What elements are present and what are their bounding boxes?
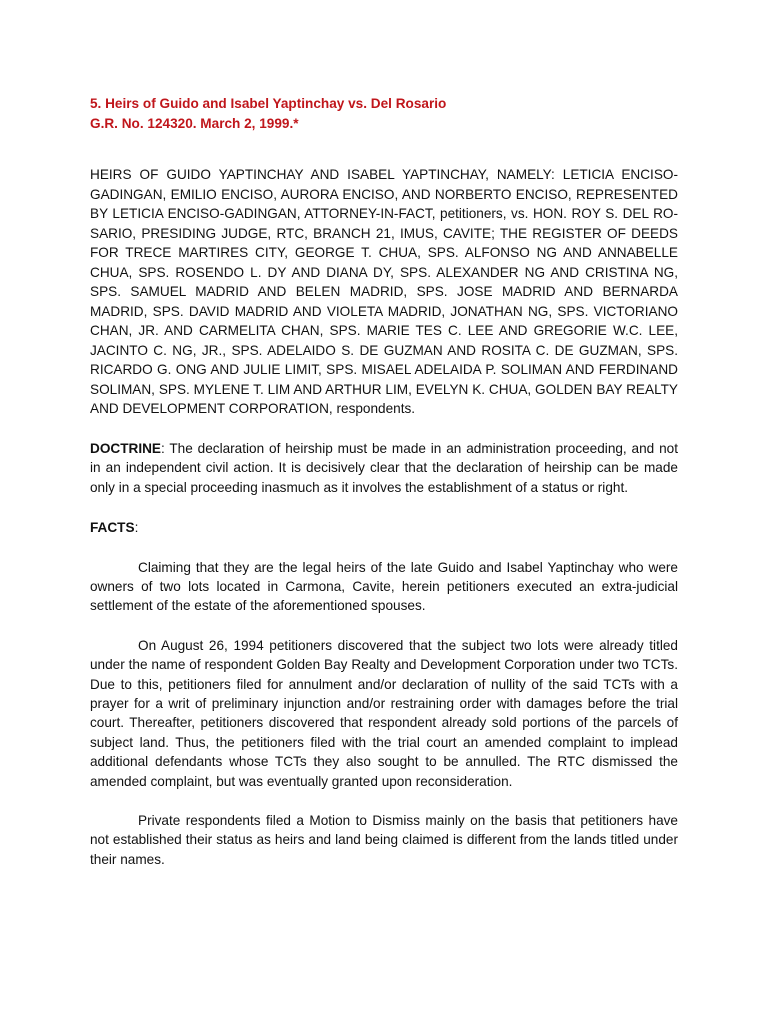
case-citation: G.R. No. 124320. March 2, 1999.* xyxy=(90,115,299,131)
doctrine-text: : The declaration of heirship must be made in an administration proceeding, and not in an independent civil action. It is decisively clear that the declaration of heirship can be made only in a special proceeding inasmuch as it involves the establishment of a status or right. xyxy=(90,440,678,495)
case-parties: HEIRS OF GUIDO YAPTINCHAY AND ISABEL YAPTINCHAY, NAMELY: LETICIA ENCISO-GADINGAN, EMILIO ENCISO, AURORA ENCISO, AND NORBERTO ENCISO, REPRESENTED BY LETICIA ENCISO-GADINGAN, ATTORNEY-IN-FACT, petitioners, vs. HON. ROY S. DEL RO-SARIO, PRESIDING JUDGE, RTC, BRANCH 21, IMUS, CAVITE; THE REGISTER OF DEEDS FOR TRECE MARTIRES CITY, GEORGE T. CHUA, SPS. ALFONSO NG AND ANNABELLE CHUA, SPS. ROSENDO L. DY AND DIANA DY, SPS. ALEXANDER NG AND CRISTINA NG, SPS. SAMUEL MADRID AND BELEN MADRID, SPS. JOSE MADRID AND BERNARDA MADRID, SPS. DAVID MADRID AND VIOLETA MADRID, JONATHAN NG, SPS. VICTORIANO CHAN, JR. AND CARMELITA CHAN, SPS. MARIE TES C. LEE AND GREGORIE W.C. LEE, JACINTO C. NG, JR., SPS. ADELAIDO S. DE GUZMAN AND ROSITA C. DE GUZMAN, SPS. RICARDO G. ONG AND JULIE LIMIT, SPS. MISAEL ADELAIDA P. SOLIMAN AND FERDINAND SOLIMAN, SPS. MYLENE T. LIM AND ARTHUR LIM, EVELYN K. CHUA, GOLDEN BAY REALTY AND DEVELOPMENT CORPORATION, respondents. xyxy=(90,167,678,416)
facts-paragraph: Private respondents filed a Motion to Dismiss mainly on the basis that petitioners have not established their status as heirs and land being claimed is different from the lands titled under their names. xyxy=(90,812,678,867)
facts-label: FACTS xyxy=(90,520,135,535)
facts-label-suffix: : xyxy=(134,520,139,535)
doctrine-label: DOCTRINE xyxy=(90,440,161,456)
facts-heading xyxy=(90,518,678,538)
case-title-line: 5. Heirs of Guido and Isabel Yaptinchay vs. Del Rosario xyxy=(90,96,447,111)
doctrine-paragraph xyxy=(90,439,678,498)
facts-paragraph: Claiming that they are the legal heirs of the late Guido and Isabel Yaptinchay who were owners of two lots located in Carmona, Cavite, herein petitioners executed an extra-judicial settlement of the estate of the aforementioned spouses. xyxy=(90,559,678,614)
facts-paragraph: On August 26, 1994 petitioners discovered that the subject two lots were already titled under the name of respondent Golden Bay Realty and Development Corporation under two TCTs. Due to this, petitioners filed for annulment and/or declaration of nullity of the said TCTs with a prayer for a writ of preliminary injunction and/or restraining order with damages before the trial court. Thereafter, petitioners discovered that respondent already sold portions of the parcels of subject land. Thus, the petitioners filed with the trial court an amended complaint to implead additional defendants whose TCTs they also sought to be annulled. The RTC dismissed the amended complaint, but was eventually granted upon reconsideration. xyxy=(90,637,678,789)
case-title xyxy=(90,94,678,133)
